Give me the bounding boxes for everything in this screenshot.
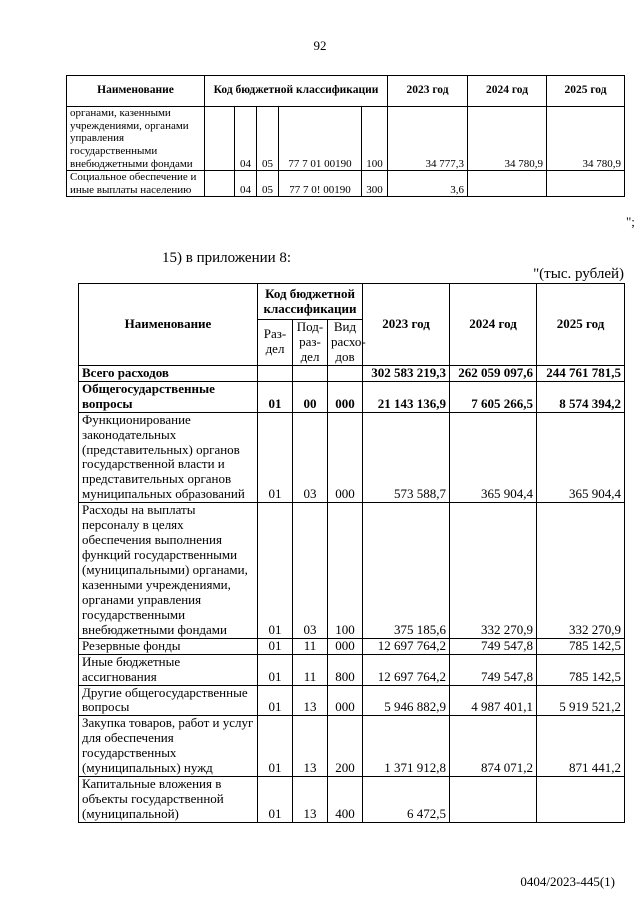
row-name: Иные бюджетные ассигнования <box>79 654 258 685</box>
value-2023: 1 371 912,8 <box>363 716 450 777</box>
value-2025: 34 780,9 <box>547 107 625 171</box>
podrazdel-code: 13 <box>293 685 328 716</box>
razdel-code: 01 <box>258 381 293 412</box>
razdel-code: 01 <box>258 685 293 716</box>
value-2024: 332 270,9 <box>450 503 537 638</box>
row-name: Общегосударственные вопросы <box>79 381 258 412</box>
table2-header-code: Код бюджетной классификации <box>258 284 363 320</box>
expense-type-code: 000 <box>328 381 363 412</box>
podrazdel-code: 11 <box>293 638 328 654</box>
value-2023: 302 583 219,3 <box>363 365 450 381</box>
razdel-code: 01 <box>258 654 293 685</box>
table2-header-vid: Вид расхо-дов <box>328 320 363 366</box>
podrazdel-code: 03 <box>293 412 328 503</box>
podrazdel-code: 03 <box>293 503 328 638</box>
table2-row <box>79 365 625 381</box>
podrazdel-code: 00 <box>293 381 328 412</box>
footer-doc-code: 0404/2023-445(1) <box>520 874 615 889</box>
value-2024: 7 605 266,5 <box>450 381 537 412</box>
razdel-code: 01 <box>258 503 293 638</box>
value-2024 <box>468 171 547 197</box>
value-2023: 21 143 136,9 <box>363 381 450 412</box>
table2-header-2024: 2024 год <box>450 284 537 366</box>
expense-type-code: 300 <box>362 171 388 197</box>
table1-row <box>67 107 625 171</box>
expense-type-code: 800 <box>328 654 363 685</box>
podrazdel-code: 13 <box>293 777 328 823</box>
row-name: Капитальные вложения в объекты государственной (муниципальной) <box>79 777 258 823</box>
empty-cell <box>205 107 235 171</box>
target-article-code: 77 7 0! 00190 <box>279 171 362 197</box>
razdel-code: 04 <box>235 171 257 197</box>
table1-header-code: Код бюджетной классификации <box>205 76 388 107</box>
podrazdel-code: 11 <box>293 654 328 685</box>
value-2023: 6 472,5 <box>363 777 450 823</box>
value-2024: 262 059 097,6 <box>450 365 537 381</box>
value-2024 <box>450 777 537 823</box>
table2-header-2025: 2025 год <box>537 284 625 366</box>
row-name: Другие общегосударственные вопросы <box>79 685 258 716</box>
row-name: Резервные фонды <box>79 638 258 654</box>
expense-type-code: 200 <box>328 716 363 777</box>
table1-row <box>67 171 625 197</box>
table2-header-2023: 2023 год <box>363 284 450 366</box>
value-2025: 244 761 781,5 <box>537 365 625 381</box>
row-name: Расходы на выплаты персоналу в целях обеспечения выполнения функций государственными (муниципальными) органами, казенными учреждениями, органами управления государственными внебюджетными фондами <box>79 503 258 638</box>
expense-type-code <box>328 365 363 381</box>
podrazdel-code <box>293 365 328 381</box>
table2-row <box>79 685 625 716</box>
razdel-code: 01 <box>258 777 293 823</box>
table2-header-name: Наименование <box>79 284 258 366</box>
table2-row <box>79 654 625 685</box>
value-2025: 5 919 521,2 <box>537 685 625 716</box>
razdel-code: 01 <box>258 412 293 503</box>
expenditure-table <box>78 283 625 823</box>
table1-header-2023: 2023 год <box>388 76 468 107</box>
value-2023: 34 777,3 <box>388 107 468 171</box>
value-2025: 785 142,5 <box>537 654 625 685</box>
value-2025: 365 904,4 <box>537 412 625 503</box>
value-2024: 34 780,9 <box>468 107 547 171</box>
table1-header-2025: 2025 год <box>547 76 625 107</box>
table1-header-name: Наименование <box>67 76 205 107</box>
table2-row <box>79 716 625 777</box>
target-article-code: 77 7 01 00190 <box>279 107 362 171</box>
expense-type-code: 100 <box>362 107 388 171</box>
value-2024: 365 904,4 <box>450 412 537 503</box>
row-name: Всего расходов <box>79 365 258 381</box>
table2-header-podrazdel: Под-раз-дел <box>293 320 328 366</box>
value-2025: 785 142,5 <box>537 638 625 654</box>
table2-row <box>79 638 625 654</box>
row-name: органами, казенными учреждениями, органами управления государственными внебюджетными фондами <box>67 107 205 171</box>
razdel-code <box>258 365 293 381</box>
table2-row <box>79 412 625 503</box>
podrazdel-code: 05 <box>257 107 279 171</box>
value-2023: 573 588,7 <box>363 412 450 503</box>
value-2023: 12 697 764,2 <box>363 638 450 654</box>
podrazdel-code: 05 <box>257 171 279 197</box>
table2-header-row-1 <box>79 284 625 320</box>
budget-table-continuation <box>66 75 625 197</box>
value-2024: 874 071,2 <box>450 716 537 777</box>
table1-end-mark: "; <box>626 214 635 229</box>
empty-cell <box>205 171 235 197</box>
table1-header-row <box>67 76 625 107</box>
table2-header-razdel: Раз-дел <box>258 320 293 366</box>
value-2023: 12 697 764,2 <box>363 654 450 685</box>
table2-row <box>79 777 625 823</box>
value-2023: 375 185,6 <box>363 503 450 638</box>
expense-type-code: 100 <box>328 503 363 638</box>
table2-row <box>79 381 625 412</box>
razdel-code: 04 <box>235 107 257 171</box>
value-2024: 4 987 401,1 <box>450 685 537 716</box>
podrazdel-code: 13 <box>293 716 328 777</box>
expense-type-code: 400 <box>328 777 363 823</box>
expense-type-code: 000 <box>328 412 363 503</box>
razdel-code: 01 <box>258 716 293 777</box>
value-2025: 871 441,2 <box>537 716 625 777</box>
value-2024: 749 547,8 <box>450 638 537 654</box>
value-2025: 332 270,9 <box>537 503 625 638</box>
value-2024: 749 547,8 <box>450 654 537 685</box>
value-2023: 3,6 <box>388 171 468 197</box>
row-name: Социальное обеспечение и иные выплаты населению <box>67 171 205 197</box>
table2-row <box>79 503 625 638</box>
page-number: 92 <box>313 38 327 53</box>
expense-type-code: 000 <box>328 685 363 716</box>
row-name: Функционирование законодательных (представительных) органов государственной власти и представительных органов муниципальных образований <box>79 412 258 503</box>
table1-header-2024: 2024 год <box>468 76 547 107</box>
section-heading: 15) в приложении 8: <box>162 250 292 266</box>
row-name: Закупка товаров, работ и услуг для обеспечения государственных (муниципальных) нужд <box>79 716 258 777</box>
value-2025 <box>547 171 625 197</box>
razdel-code: 01 <box>258 638 293 654</box>
value-2025 <box>537 777 625 823</box>
units-label: "(тыс. рублей) <box>533 266 624 282</box>
value-2023: 5 946 882,9 <box>363 685 450 716</box>
expense-type-code: 000 <box>328 638 363 654</box>
value-2025: 8 574 394,2 <box>537 381 625 412</box>
